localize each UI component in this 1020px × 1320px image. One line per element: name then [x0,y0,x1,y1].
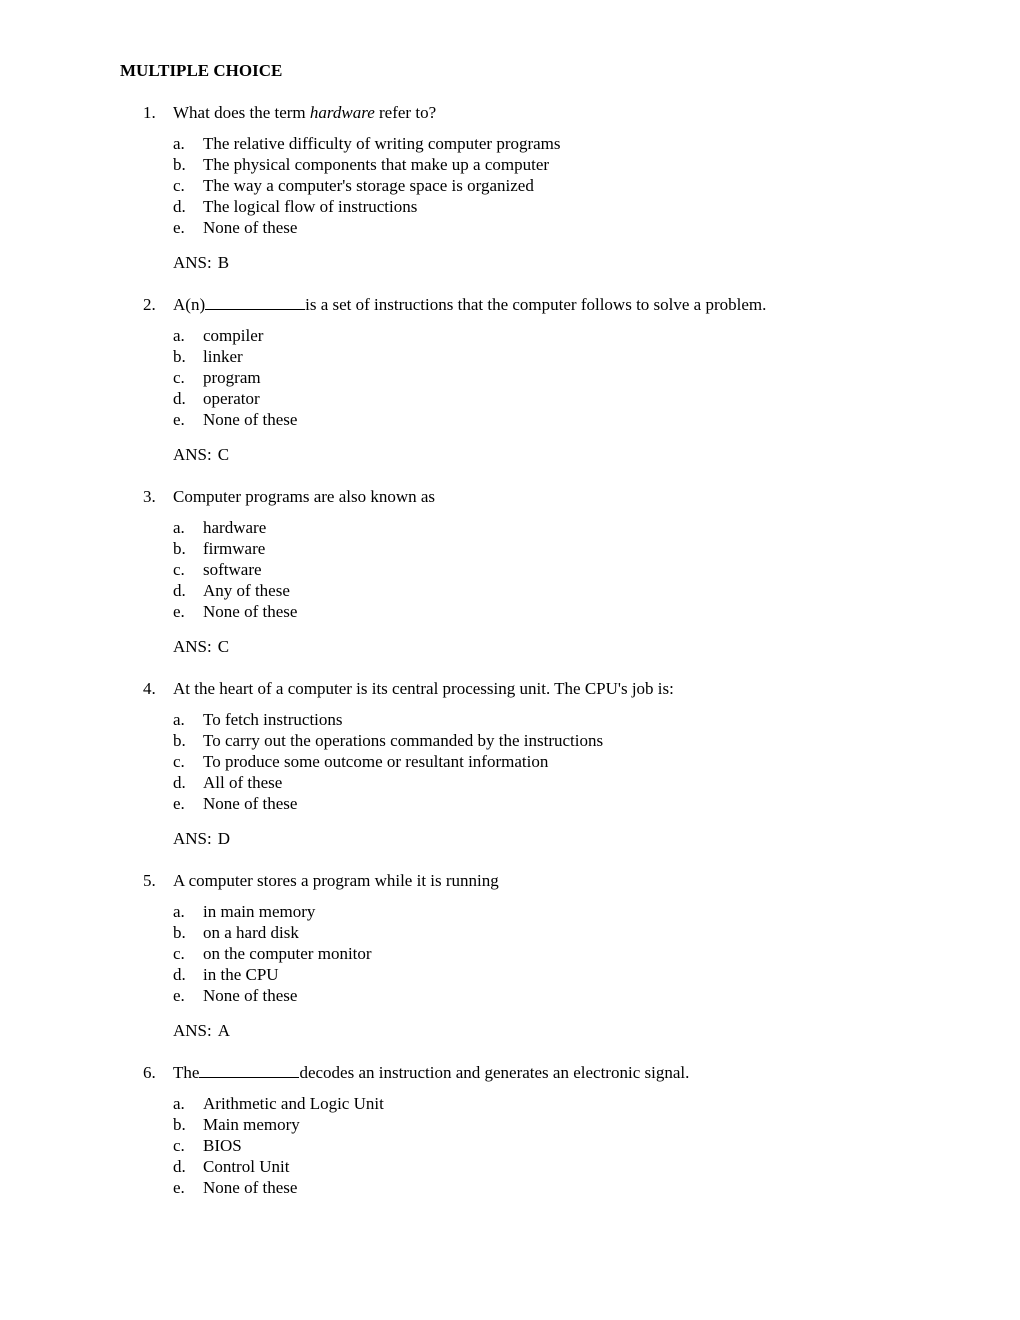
option-text: Any of these [203,581,290,600]
option-b [173,538,1003,559]
option-letter: e. [173,1178,185,1197]
option-letter: d. [173,773,186,792]
option-text: The physical components that make up a computer [203,155,550,174]
option-c [173,1135,1003,1156]
option-d [173,772,1003,793]
option-letter: c. [173,176,185,195]
options-list [173,517,1003,622]
question-number: 4. [143,679,156,698]
question-text: At the heart of a computer is its central processing unit. The CPU's job is: [173,679,674,698]
option-text: None of these [203,1178,298,1197]
option-letter: d. [173,581,186,600]
question-5 [143,870,1003,1041]
option-text: To carry out the operations commanded by the instructions [203,731,604,750]
option-text: software [203,560,262,579]
question-text [173,102,436,123]
answer-label: ANS: [173,253,212,272]
question-1 [143,102,1003,273]
option-b [173,1114,1003,1135]
question-text-part: A(n) [173,295,206,314]
answer-label: ANS: [173,637,212,656]
question-text: A computer stores a program while it is running [173,871,499,890]
option-text: on a hard disk [203,923,299,942]
answer-line [173,828,1003,849]
option-letter: c. [173,944,185,963]
option-letter: d. [173,1157,186,1176]
option-letter: e. [173,410,185,429]
option-c [173,943,1003,964]
option-letter: e. [173,794,185,813]
option-text: compiler [203,326,264,345]
option-letter: d. [173,197,186,216]
option-c [173,559,1003,580]
question-text-italic: hardware [309,103,375,122]
fill-in-blank [205,295,305,310]
answer-line [173,444,1003,465]
option-letter: d. [173,965,186,984]
option-a [173,901,1003,922]
option-c [173,367,1003,388]
option-e [173,985,1003,1006]
option-letter: e. [173,986,185,1005]
option-text: To produce some outcome or resultant information [203,752,549,771]
answer-value: D [217,829,231,848]
option-text: linker [203,347,243,366]
option-text: The relative difficulty of writing computer programs [203,134,561,153]
question-text-part: is a set of instructions that the computer follows to solve a problem. [305,295,767,314]
question-number: 5. [143,871,156,890]
question-text [173,1062,689,1083]
answer-label: ANS: [173,1021,212,1040]
question-text-part: What does the term [173,103,310,122]
answer-value: C [217,637,230,656]
option-letter: d. [173,389,186,408]
question-number: 2. [143,295,156,314]
option-letter: c. [173,1136,185,1155]
answer-value: B [217,253,230,272]
option-e [173,409,1003,430]
option-letter: e. [173,218,185,237]
option-d [173,580,1003,601]
option-letter: b. [173,347,186,366]
option-text: All of these [203,773,283,792]
option-text: The logical flow of instructions [203,197,418,216]
option-c [173,175,1003,196]
section-heading: MULTIPLE CHOICE [120,61,283,80]
option-text: in main memory [203,902,316,921]
option-b [173,154,1003,175]
answer-line [173,636,1003,657]
options-list [173,709,1003,814]
option-text: program [203,368,261,387]
option-letter: b. [173,731,186,750]
options-list [173,1093,1003,1198]
answer-value: C [217,445,230,464]
answer-line [173,1020,1003,1041]
question-text [173,294,766,315]
option-text: None of these [203,794,298,813]
option-text: Control Unit [203,1157,290,1176]
option-letter: c. [173,368,185,387]
answer-label: ANS: [173,829,212,848]
option-b [173,346,1003,367]
option-letter: c. [173,752,185,771]
answer-value: A [217,1021,231,1040]
option-a [173,133,1003,154]
option-letter: a. [173,134,185,153]
question-stem [143,870,1003,891]
option-letter: b. [173,1115,186,1134]
option-text: in the CPU [203,965,279,984]
option-text: None of these [203,986,298,1005]
question-4 [143,678,1003,849]
option-text: Main memory [203,1115,300,1134]
question-text-part: refer to? [374,103,437,122]
question-stem [143,1062,1003,1083]
question-2 [143,294,1003,465]
question-stem [143,294,1003,315]
question-3 [143,486,1003,657]
option-c [173,751,1003,772]
question-6 [143,1062,1003,1198]
options-list [173,133,1003,238]
options-list [173,325,1003,430]
option-letter: b. [173,539,186,558]
option-b [173,730,1003,751]
question-text-part: decodes an instruction and generates an electronic signal. [299,1063,690,1082]
option-letter: a. [173,326,185,345]
question-stem [143,678,1003,699]
option-letter: a. [173,902,185,921]
answer-label: ANS: [173,445,212,464]
option-text: on the computer monitor [203,944,372,963]
option-letter: e. [173,602,185,621]
option-text: operator [203,389,260,408]
options-list [173,901,1003,1006]
fill-in-blank [199,1063,299,1078]
option-text: hardware [203,518,267,537]
option-a [173,517,1003,538]
option-e [173,1177,1003,1198]
option-d [173,388,1003,409]
option-letter: a. [173,710,185,729]
question-stem [143,102,1003,123]
option-d [173,196,1003,217]
option-a [173,1093,1003,1114]
question-stem [143,486,1003,507]
option-text: firmware [203,539,266,558]
answer-line [173,252,1003,273]
option-a [173,709,1003,730]
question-number: 3. [143,487,156,506]
option-letter: a. [173,518,185,537]
option-letter: b. [173,155,186,174]
question-number: 6. [143,1063,156,1082]
question-number: 1. [143,103,156,122]
option-letter: a. [173,1094,185,1113]
option-text: To fetch instructions [203,710,343,729]
option-d [173,1156,1003,1177]
option-text: Arithmetic and Logic Unit [203,1094,384,1113]
option-text: BIOS [203,1136,242,1155]
option-d [173,964,1003,985]
option-text: The way a computer's storage space is organized [203,176,534,195]
option-e [173,793,1003,814]
option-e [173,601,1003,622]
question-text: Computer programs are also known as [173,487,436,506]
option-letter: c. [173,560,185,579]
option-b [173,922,1003,943]
option-text: None of these [203,410,298,429]
option-a [173,325,1003,346]
question-text-part: The [173,1063,200,1082]
option-letter: b. [173,923,186,942]
option-text: None of these [203,218,298,237]
option-text: None of these [203,602,298,621]
option-e [173,217,1003,238]
